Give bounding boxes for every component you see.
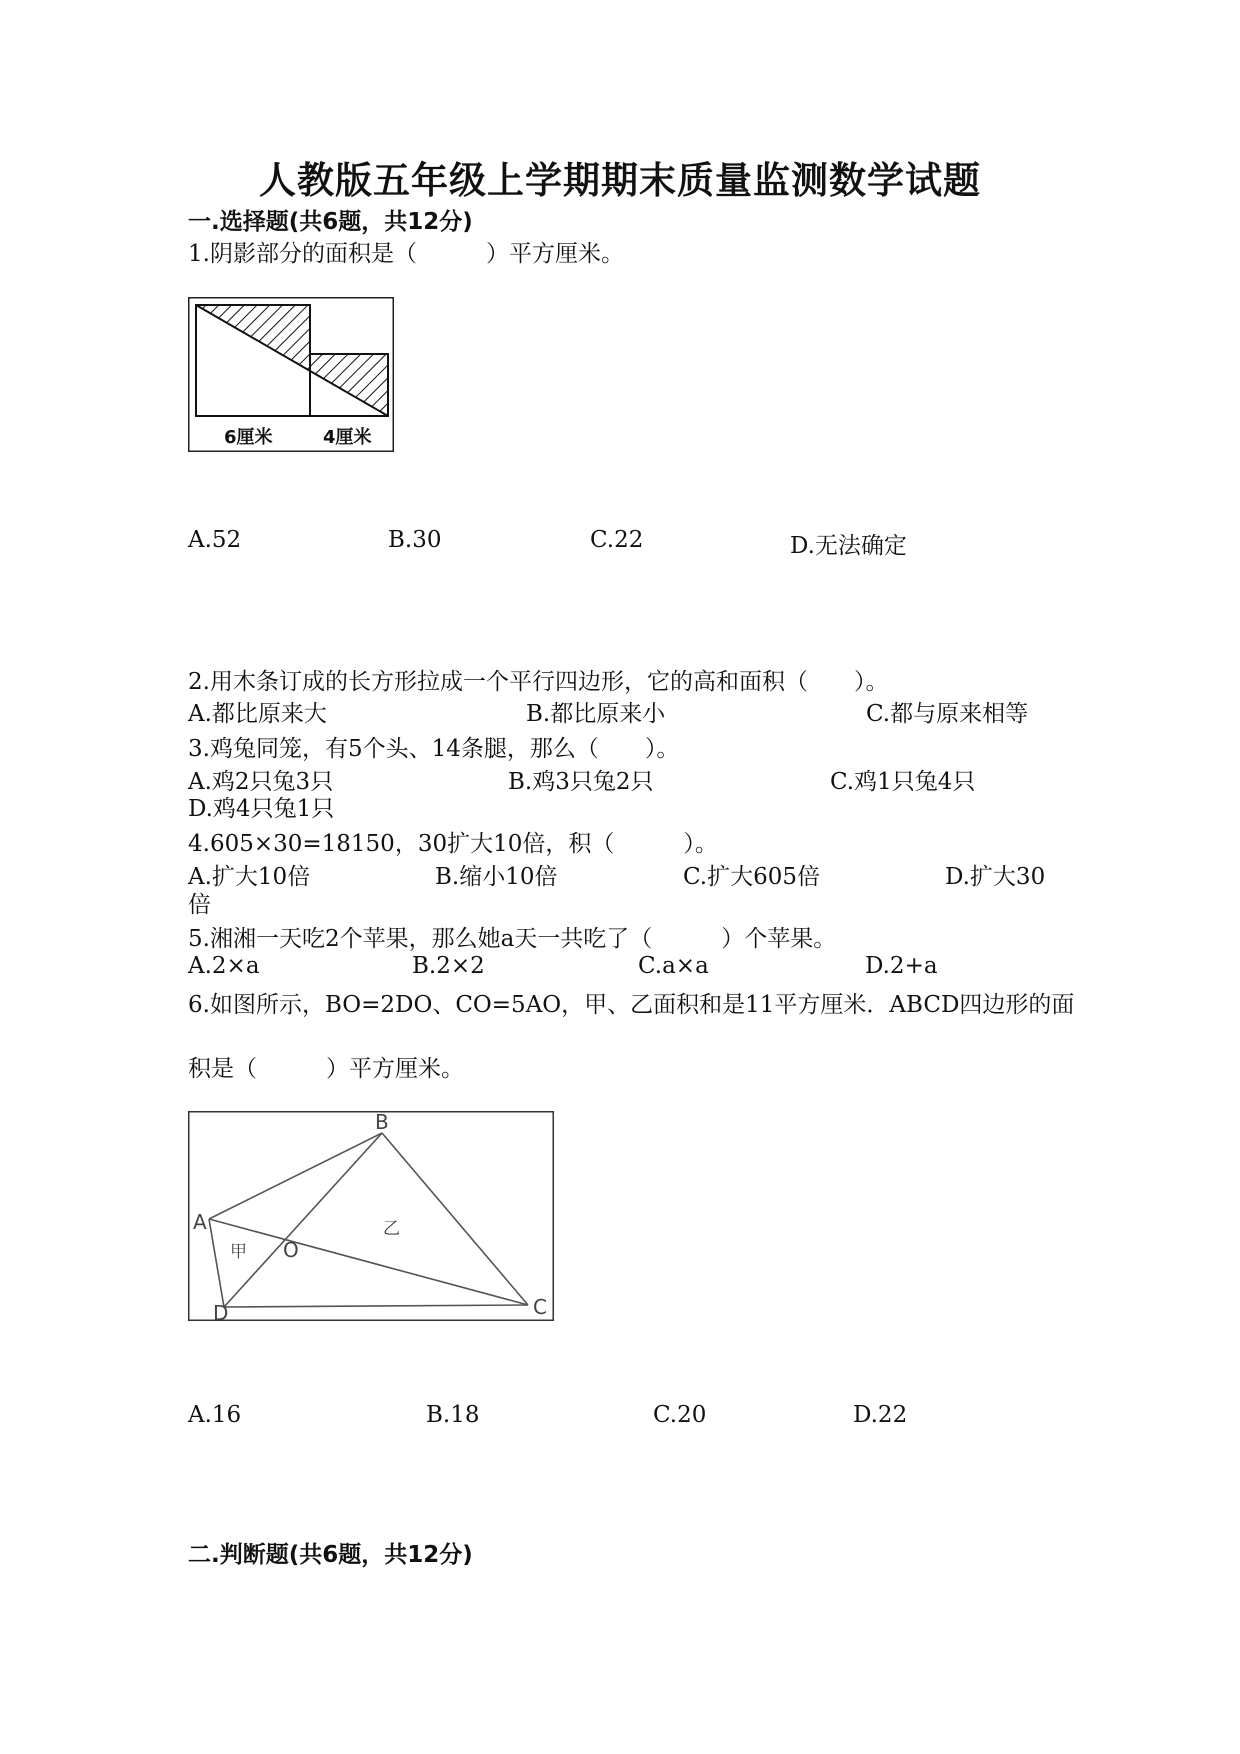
question-6-text-line-2: 积是（ ）平方厘米。 <box>188 1056 464 1082</box>
figure-label-yi: 乙 <box>383 1219 400 1239</box>
question-6-option-a[interactable]: A.16 <box>188 1402 242 1428</box>
question-5-option-d[interactable]: D.2+a <box>865 953 938 979</box>
figure-label-a: A <box>193 1210 207 1234</box>
question-4-option-d[interactable]: D.扩大30 <box>945 864 1046 890</box>
question-3-text: 3.鸡兔同笼，有5个头、14条腿，那么（ ）。 <box>188 736 680 762</box>
figure-label-b: B <box>375 1111 389 1134</box>
question-4-option-b[interactable]: B.缩小10倍 <box>435 864 558 890</box>
question-2-option-a[interactable]: A.都比原来大 <box>188 701 327 727</box>
question-1-option-a[interactable]: A.52 <box>188 527 242 553</box>
question-3-option-b[interactable]: B.鸡3只兔2只 <box>508 769 654 795</box>
question-6-option-d[interactable]: D.22 <box>853 1402 908 1428</box>
figure-label-jia: 甲 <box>230 1242 247 1262</box>
question-3-option-c[interactable]: C.鸡1只兔4只 <box>830 769 976 795</box>
question-1-figure <box>188 297 394 452</box>
question-6-figure <box>188 1111 554 1321</box>
question-2-option-c[interactable]: C.都与原来相等 <box>866 701 1029 727</box>
figure-label-d: D <box>213 1301 229 1321</box>
question-4-option-d-continuation: 倍 <box>188 892 211 918</box>
question-5-option-c[interactable]: C.a×a <box>638 953 709 979</box>
question-4-text: 4.605×30=18150，30扩大10倍，积（ ）。 <box>188 831 718 857</box>
question-2-option-b[interactable]: B.都比原来小 <box>526 701 666 727</box>
question-5-option-a[interactable]: A.2×a <box>188 953 260 979</box>
question-6-option-c[interactable]: C.20 <box>653 1402 707 1428</box>
figure-label-4cm: 4厘米 <box>323 427 372 448</box>
figure-label-c: C <box>533 1295 547 1319</box>
question-1-option-c[interactable]: C.22 <box>590 527 644 553</box>
question-1-option-d[interactable]: D.无法确定 <box>790 533 907 559</box>
figure-label-o: O <box>283 1238 299 1262</box>
section-heading-choice: 一.选择题(共6题，共12分) <box>188 209 473 235</box>
question-6-option-b[interactable]: B.18 <box>426 1402 480 1428</box>
question-6-text-line-1: 6.如图所示，BO=2DO、CO=5AO，甲、乙面积和是11平方厘米．ABCD四边形的面 <box>188 992 1075 1018</box>
page-title: 人教版五年级上学期期末质量监测数学试题 <box>259 159 981 202</box>
question-5-option-b[interactable]: B.2×2 <box>412 953 485 979</box>
question-2-text: 2.用木条订成的长方形拉成一个平行四边形，它的高和面积（ ）。 <box>188 669 889 695</box>
question-3-option-a[interactable]: A.鸡2只兔3只 <box>188 769 334 795</box>
question-3-option-d[interactable]: D.鸡4只兔1只 <box>188 796 335 822</box>
figure-label-6cm: 6厘米 <box>224 427 273 448</box>
question-4-option-a[interactable]: A.扩大10倍 <box>188 864 311 890</box>
section-heading-judgement: 二.判断题(共6题，共12分) <box>188 1542 473 1568</box>
question-4-option-c[interactable]: C.扩大605倍 <box>683 864 820 890</box>
question-5-text: 5.湘湘一天吃2个苹果，那么她a天一共吃了（ ）个苹果。 <box>188 926 837 952</box>
question-1-option-b[interactable]: B.30 <box>388 527 442 553</box>
question-1-text: 1.阴影部分的面积是（ ）平方厘米。 <box>188 241 624 267</box>
